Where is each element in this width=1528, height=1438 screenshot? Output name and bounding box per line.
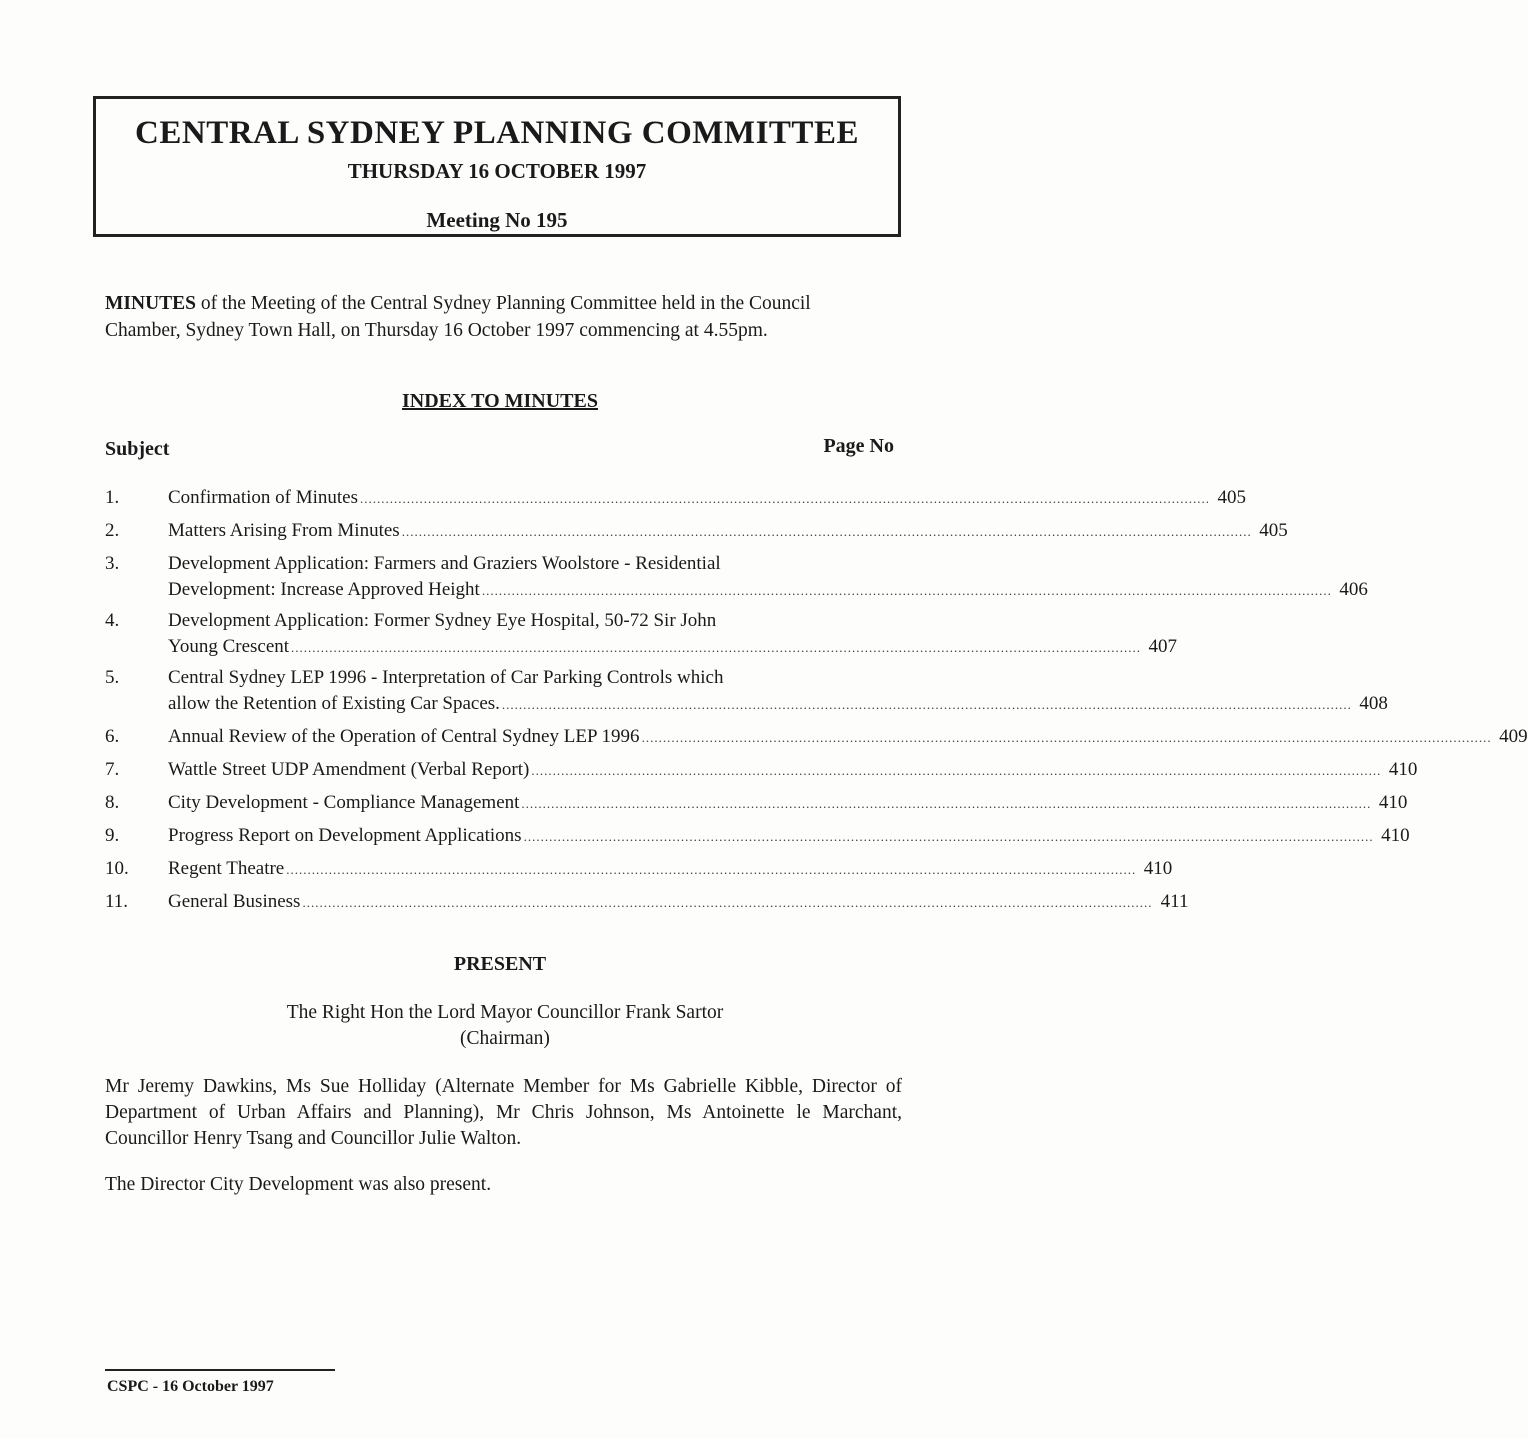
dot-leader: ........................................................................................................................................................................................................ bbox=[641, 730, 1492, 745]
index-item-number: 8. bbox=[105, 792, 120, 813]
dot-leader: ........................................................................................................................................................................................................ bbox=[302, 895, 1153, 910]
index-item-page: 411 bbox=[1160, 891, 1189, 912]
present-heading: PRESENT bbox=[453, 953, 547, 975]
index-item-text: Progress Report on Development Applications bbox=[168, 825, 522, 846]
index-item-page: 406 bbox=[1339, 579, 1368, 600]
index-item-subject bbox=[168, 757, 1417, 784]
index-item-text: City Development - Compliance Management bbox=[168, 792, 520, 813]
meeting-date: THURSDAY 16 OCTOBER 1997 bbox=[347, 159, 647, 183]
dot-leader: ........................................................................................................................................................................................................ bbox=[521, 796, 1372, 811]
index-heading: INDEX TO MINUTES bbox=[402, 390, 598, 412]
dot-leader: ........................................................................................................................................................................................................ bbox=[481, 583, 1332, 598]
index-item-subject bbox=[168, 790, 1407, 817]
index-item-subject bbox=[168, 518, 1288, 545]
index-item-subject bbox=[168, 724, 1528, 751]
index-item bbox=[105, 724, 1528, 751]
index-item-text: Annual Review of the Operation of Central Sydney LEP 1996 bbox=[168, 726, 640, 747]
index-item-text: Matters Arising From Minutes bbox=[168, 520, 400, 541]
index-item-subject bbox=[168, 823, 1410, 850]
index-item-subject bbox=[168, 485, 1246, 512]
index-item bbox=[105, 608, 1178, 661]
index-item bbox=[105, 856, 1173, 883]
index-item bbox=[105, 665, 1388, 718]
index-list bbox=[105, 485, 1528, 922]
index-item bbox=[105, 757, 1418, 784]
intro-paragraph bbox=[105, 290, 905, 344]
index-item-number: 6. bbox=[105, 726, 120, 747]
index-item-text: Young Crescent bbox=[168, 636, 290, 657]
index-item-page: 405 bbox=[1259, 520, 1288, 541]
index-item-text: Development Application: Farmers and Graziers Woolstore - Residential bbox=[168, 553, 721, 574]
index-item-text: Confirmation of Minutes bbox=[168, 487, 358, 508]
index-item-subject bbox=[168, 889, 1188, 916]
chair-block bbox=[0, 1000, 1010, 1052]
index-item-subject bbox=[168, 856, 1172, 883]
index-item-subject bbox=[168, 665, 1388, 718]
index-item-page: 409 bbox=[1499, 726, 1528, 747]
index-item-page: 410 bbox=[1143, 858, 1173, 879]
index-item-number: 9. bbox=[105, 825, 120, 846]
index-item-page: 405 bbox=[1217, 487, 1246, 508]
index-item-number: 1. bbox=[105, 487, 120, 508]
index-item-text: Central Sydney LEP 1996 - Interpretation of Car Parking Controls which bbox=[168, 667, 724, 688]
index-item-number: 7. bbox=[105, 759, 120, 780]
index-item-text: Development: Increase Approved Height bbox=[168, 579, 480, 600]
index-item-text: General Business bbox=[168, 891, 301, 912]
dot-leader: ........................................................................................................................................................................................................ bbox=[286, 862, 1137, 877]
chair-role: (Chairman) bbox=[460, 1028, 550, 1049]
dot-leader: ........................................................................................................................................................................................................ bbox=[401, 524, 1252, 539]
index-item-number: 2. bbox=[105, 520, 120, 541]
index-item-page: 410 bbox=[1388, 759, 1418, 780]
index-item-number: 3. bbox=[105, 553, 120, 574]
chair-name: The Right Hon the Lord Mayor Councillor Frank Sartor bbox=[286, 1002, 724, 1023]
dot-leader: ........................................................................................................................................................................................................ bbox=[501, 697, 1352, 712]
footer-rule bbox=[105, 1369, 335, 1371]
index-item-page: 408 bbox=[1359, 693, 1388, 714]
dot-leader: ........................................................................................................................................................................................................ bbox=[531, 763, 1382, 778]
index-item bbox=[105, 889, 1189, 916]
index-item bbox=[105, 518, 1288, 545]
dot-leader: ........................................................................................................................................................................................................ bbox=[291, 640, 1142, 655]
index-item-number: 4. bbox=[105, 610, 120, 631]
page-column-label: Page No bbox=[823, 435, 894, 457]
title-box bbox=[93, 96, 901, 237]
members-paragraph: Mr Jeremy Dawkins, Ms Sue Holliday (Alternate Member for Ms Gabrielle Kibble, Director of Department of Urban Affairs and Planning), Mr Chris Johnson, Ms Antoinette le Marchant, Councillor Henry Tsang and Councillor Julie Walton. bbox=[105, 1076, 902, 1149]
index-item-subject bbox=[168, 551, 1368, 604]
footer-text: CSPC - 16 October 1997 bbox=[107, 1378, 274, 1395]
index-item-page: 407 bbox=[1148, 636, 1178, 657]
index-item bbox=[105, 551, 1368, 604]
index-item-text: Regent Theatre bbox=[168, 858, 285, 879]
index-item-text: Development Application: Former Sydney Eye Hospital, 50-72 Sir John bbox=[168, 610, 717, 631]
intro-line-2: Chamber, Sydney Town Hall, on Thursday 16 October 1997 commencing at 4.55pm. bbox=[105, 320, 768, 341]
subject-column-label: Subject bbox=[105, 438, 170, 460]
minutes-lead: MINUTES bbox=[105, 293, 197, 314]
intro-line-1: of the Meeting of the Central Sydney Planning Committee held in the Council bbox=[196, 293, 811, 314]
index-item-text: allow the Retention of Existing Car Spaces. bbox=[168, 693, 500, 714]
index-item-page: 410 bbox=[1381, 825, 1410, 846]
index-item bbox=[105, 823, 1410, 850]
index-item-number: 5. bbox=[105, 667, 120, 688]
index-item-number: 11. bbox=[105, 891, 129, 912]
index-item bbox=[105, 790, 1408, 817]
index-item-number: 10. bbox=[105, 858, 129, 879]
index-item-text: Wattle Street UDP Amendment (Verbal Report) bbox=[168, 759, 530, 780]
index-item-subject bbox=[168, 608, 1177, 661]
index-item bbox=[105, 485, 1246, 512]
committee-title: CENTRAL SYDNEY PLANNING COMMITTEE bbox=[135, 115, 859, 151]
dot-leader: ........................................................................................................................................................................................................ bbox=[359, 491, 1210, 506]
dot-leader: ........................................................................................................................................................................................................ bbox=[523, 829, 1374, 844]
index-item-page: 410 bbox=[1378, 792, 1408, 813]
meeting-number: Meeting No 195 bbox=[426, 208, 568, 232]
director-note: The Director City Development was also present. bbox=[105, 1174, 492, 1195]
